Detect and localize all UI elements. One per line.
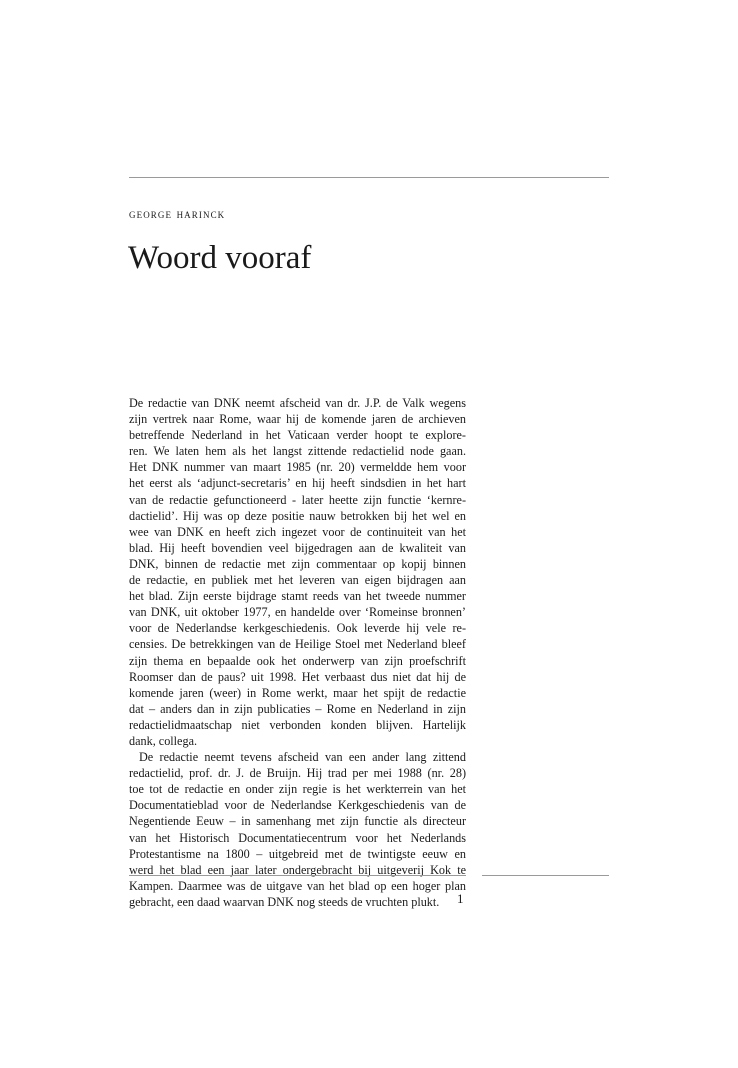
text-line: De redactie neemt tevens afscheid van een ander lang zittend	[139, 750, 466, 765]
text-line: Het DNK nummer van maart 1985 (nr. 20) vermeldde hem voor	[129, 460, 466, 475]
text-line: toe tot de redactie en onder zijn regie is het werkterrein van het	[129, 782, 466, 797]
text-line: ren. We laten hem als het langst zittende redactielid node gaan.	[129, 444, 466, 459]
text-line: de redactie, en publiek met het leveren van eigen bijdragen aan	[129, 573, 466, 588]
text-line: De redactie van DNK neemt afscheid van dr. J.P. de Valk wegens	[129, 396, 466, 410]
page-title: Woord vooraf	[128, 240, 312, 276]
text-line: van DNK, uit oktober 1977, en handelde over ‘Romeinse bronnen’	[129, 605, 466, 620]
text-line: Roomser dan de paus? uit 1998. Het verbaast dus niet dat hij de	[129, 669, 466, 684]
bottom-rule-right	[482, 875, 609, 876]
text-line: redactielid, prof. dr. J. de Bruijn. Hij trad per mei 1988 (nr. 28)	[129, 766, 466, 781]
page-number: 1	[457, 891, 464, 906]
text-line: Negentiende Eeuw – in samenhang met zijn functie als directeur	[129, 814, 466, 829]
text-line: blad. Hij heeft bovendien veel bijgedragen aan de kwaliteit van	[129, 540, 466, 555]
text-line: van het Historisch Documentatiecentrum voor het Nederlands	[129, 830, 466, 845]
text-line: Protestantisme na 1800 – uitgebreid met de twintigste eeuw en	[129, 846, 466, 861]
text-line: dactielid’. Hij was op deze positie nauw betrokken bij het wel en	[129, 508, 466, 523]
body-text	[129, 395, 466, 910]
text-line: redactielidmaatschap niet verbonden konden blijven. Hartelijk	[129, 717, 466, 732]
text-line: Documentatieblad voor de Nederlandse Kerkgeschiedenis van de	[129, 798, 466, 813]
text-line: het eerst als ‘adjunct-secretaris’ en hij heeft sindsdien in het hart	[129, 476, 466, 491]
text-line: censies. De betrekkingen van de Heilige Stoel met Nederland bleef	[129, 637, 466, 652]
text-line: komende jaren (weer) in Rome werkt, maar het spijt de redactie	[129, 685, 466, 700]
text-line: van de redactie gefunctioneerd - later heette zijn functie ‘kernre-	[129, 492, 466, 507]
text-line: betreffende Nederland in het Vaticaan verder hoopt te explore-	[129, 428, 466, 443]
text-line: gebracht, een daad waarvan DNK nog steeds de vruchten plukt.	[129, 894, 440, 909]
text-line: voor de Nederlandse kerkgeschiedenis. Ook leverde hij vele re-	[129, 621, 466, 636]
text-line: zijn vertrek naar Rome, waar hij de komende jaren de archieven	[129, 412, 466, 427]
text-line: dat – anders dan in zijn publicaties – Rome en Nederland in zijn	[129, 701, 466, 716]
text-line: het blad. Zijn eerste bijdrage stamt reeds van het tweede nummer	[129, 589, 466, 604]
bottom-rule-left	[129, 875, 466, 876]
text-line: zijn thema en bepaalde ook het onderwerp van zijn proefschrift	[129, 653, 466, 668]
text-line: wee van DNK en heeft zich ingezet voor de continuiteit van het	[129, 524, 466, 539]
author-name: george harinck	[129, 206, 226, 221]
text-line: DNK, binnen de redactie met zijn commentaar op kopij binnen	[129, 556, 466, 571]
text-line: dank, collega.	[129, 733, 198, 748]
top-rule	[129, 177, 609, 178]
text-line: werd het blad een jaar later ondergebracht bij uitgeverij Kok te	[129, 862, 466, 877]
text-line: Kampen. Daarmee was de uitgave van het blad op een hoger plan	[129, 878, 466, 893]
